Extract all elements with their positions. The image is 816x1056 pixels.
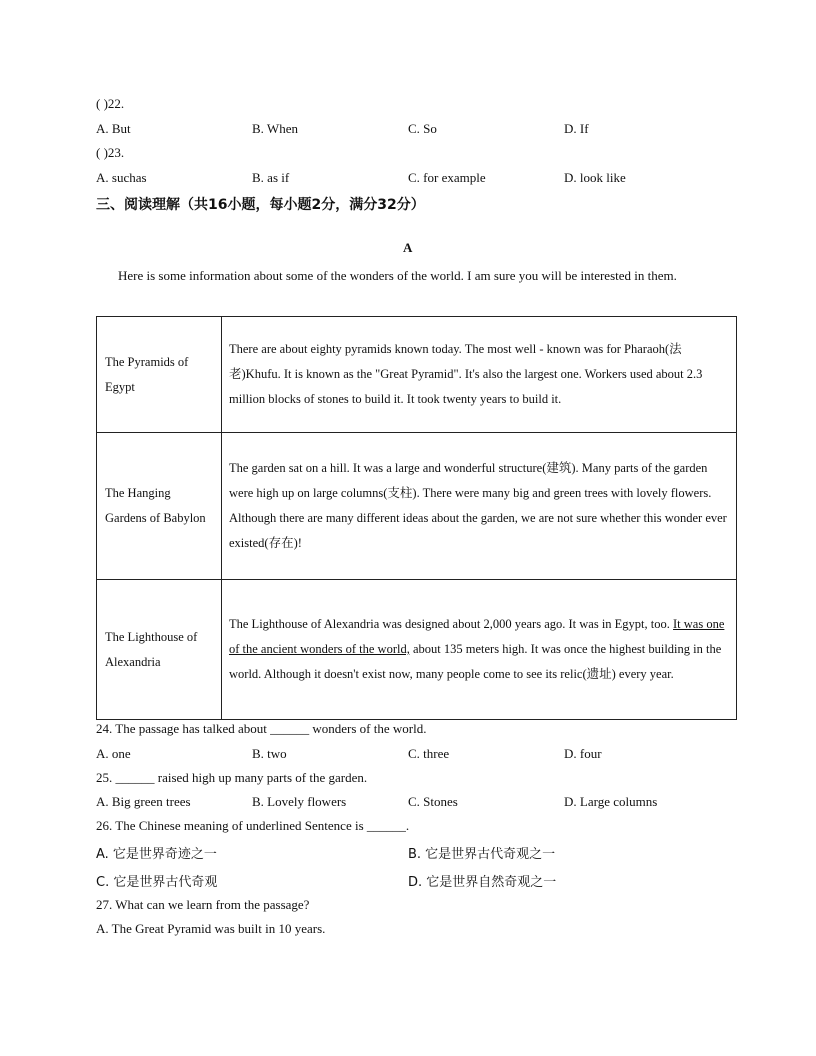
q25-option-b[interactable]: B. Lovely flowers: [252, 794, 347, 809]
wonder-name: The Hanging Gardens of Babylon: [97, 433, 222, 580]
question-26-stem: 26. The Chinese meaning of underlined Sentence is ______.: [96, 818, 410, 833]
q26-option-a[interactable]: A. 它是世界奇迹之一: [96, 847, 217, 862]
q26-option-b[interactable]: B. 它是世界古代奇观之一: [408, 847, 556, 862]
q24-option-a[interactable]: A. one: [96, 746, 131, 761]
q25-option-d[interactable]: D. Large columns: [564, 794, 658, 809]
section-title: 三、阅读理解（共16小题，每小题2分，满分32分）: [96, 197, 425, 213]
q25-option-a[interactable]: A. Big green trees: [96, 794, 191, 809]
q26-option-d[interactable]: D. 它是世界自然奇观之一: [408, 875, 557, 890]
q27-option-a[interactable]: A. The Great Pyramid was built in 10 years.: [96, 921, 326, 936]
description-text: about 135 meters high. It was once the highest building in the world. Although it doesn't exist now, many people come to see its relic(遗址) every year.: [229, 642, 722, 681]
wonder-description: There are about eighty pyramids known today. The most well - known was for Pharaoh(法老)Khufu. It is known as the "Great Pyramid". It's also the largest one. Workers used about 2.3 million blocks of stones to build it. It took twenty years to build it.: [222, 317, 737, 433]
wonder-name: The Lighthouse of Alexandria: [97, 580, 222, 720]
q23-option-b[interactable]: B. as if: [252, 170, 290, 185]
wonder-description: The garden sat on a hill. It was a large and wonderful structure(建筑). Many parts of the garden were high up on large columns(支柱). There were many big and green trees with lovely flowers. Although there are many different ideas about the garden, we are not sure whether this wonder ever existed(存在)!: [222, 433, 737, 580]
table-row: [97, 433, 737, 580]
underlined-sentence: It was one of the ancient wonders of the world,: [229, 617, 725, 656]
question-24-stem: 24. The passage has talked about ______ wonders of the world.: [96, 721, 427, 736]
q23-option-d[interactable]: D. look like: [564, 170, 626, 185]
wonder-description: [222, 580, 737, 720]
q22-option-c[interactable]: C. So: [408, 121, 437, 136]
q22-option-a[interactable]: A. But: [96, 121, 131, 136]
q22-option-b[interactable]: B. When: [252, 121, 298, 136]
wonder-name: The Pyramids of Egypt: [97, 317, 222, 433]
q24-option-b[interactable]: B. two: [252, 746, 287, 761]
q22-option-d[interactable]: D. If: [564, 121, 589, 136]
passage-heading: A: [403, 240, 413, 255]
q26-option-c[interactable]: C. 它是世界古代奇观: [96, 875, 218, 890]
q23-option-a[interactable]: A. suchas: [96, 170, 147, 185]
table-row: [97, 317, 737, 433]
passage-intro: Here is some information about some of the wonders of the world. I am sure you will be interested in them.: [118, 268, 677, 283]
question-27-stem: 27. What can we learn from the passage?: [96, 897, 310, 912]
q24-option-c[interactable]: C. three: [408, 746, 450, 761]
description-text: The Lighthouse of Alexandria was designed about 2,000 years ago. It was in Egypt, too.: [229, 617, 674, 631]
q25-option-c[interactable]: C. Stones: [408, 794, 458, 809]
wonders-table: [96, 316, 737, 720]
table-row: [97, 580, 737, 720]
question-22-stem: ( )22.: [96, 96, 125, 111]
q24-option-d[interactable]: D. four: [564, 746, 602, 761]
question-25-stem: 25. ______ raised high up many parts of the garden.: [96, 770, 368, 785]
question-23-stem: ( )23.: [96, 145, 125, 160]
q23-option-c[interactable]: C. for example: [408, 170, 486, 185]
